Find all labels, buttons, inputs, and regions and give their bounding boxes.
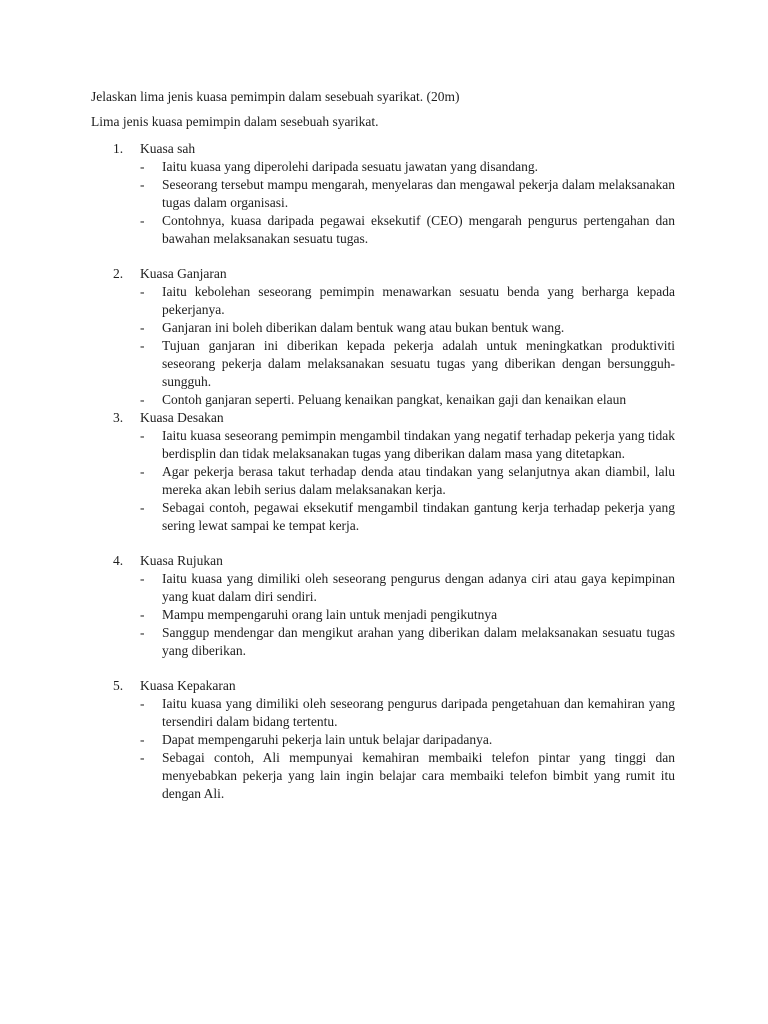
dash-marker: - (140, 732, 145, 747)
section-title: Kuasa Ganjaran (140, 266, 227, 281)
dash-marker: - (140, 338, 145, 353)
section-kuasa-kepakaran (91, 677, 675, 803)
list-item: - Iaitu kuasa yang dimiliki oleh seseorang pengurus dengan adanya ciri atau gaya kepimpinan yang kuat dalam diri sendiri. (140, 571, 675, 604)
dash-marker: - (140, 213, 145, 228)
list-item: - Sebagai contoh, Ali mempunyai kemahiran membaiki telefon pintar yang tinggi dan menyebabkan pekerja yang lain ingin belajar cara membaiki telefon bimbit yang rumit itu dengan Ali. (140, 750, 675, 801)
dash-marker: - (140, 571, 145, 586)
list-item: - Agar pekerja berasa takut terhadap denda atau tindakan yang selanjutnya akan diambil, lalu mereka akan lebih serius dalam melaksanakan kerja. (140, 464, 675, 497)
section-heading (91, 552, 675, 570)
section-title: Kuasa sah (140, 141, 196, 156)
list-item: - Sebagai contoh, pegawai eksekutif mengambil tindakan gantung kerja terhadap pekerja yang sering lewat sampai ke tempat kerja. (140, 500, 675, 533)
list-item: - Iaitu kuasa seseorang pemimpin mengambil tindakan yang negatif terhadap pekerja yang tidak berdisplin dan tidak melaksanakan tugas yang diberikan dalam masa yang ditetapkan. (140, 428, 675, 461)
list-item: - Iaitu kuasa yang diperolehi daripada sesuatu jawatan yang disandang. (140, 159, 538, 174)
section-number: 5. (113, 678, 124, 693)
list-item: - Iaitu kuasa yang dimiliki oleh seseorang pengurus daripada pengetahuan dan kemahiran yang tersendiri dalam bidang tertentu. (140, 696, 675, 729)
list-item: - Sanggup mendengar dan mengikut arahan yang diberikan dalam melaksanakan sesuatu tugas yang diberikan. (140, 625, 675, 658)
list-item: - Contohnya, kuasa daripada pegawai eksekutif (CEO) mengarah pengurus pertengahan dan bawahan melaksanakan sesuatu tugas. (140, 213, 675, 246)
dash-marker: - (140, 428, 145, 443)
section-number: 4. (113, 553, 124, 568)
section-heading (91, 409, 675, 427)
dash-marker: - (140, 284, 145, 299)
section-kuasa-desakan (91, 409, 675, 535)
section-title: Kuasa Desakan (140, 410, 224, 425)
dash-marker: - (140, 750, 145, 765)
list-item: - Dapat mempengaruhi pekerja lain untuk belajar daripadanya. (140, 732, 493, 747)
dash-marker: - (140, 177, 145, 192)
section-heading (91, 677, 675, 695)
dash-marker: - (140, 159, 145, 174)
spacer (91, 535, 675, 552)
list-item: - Seseorang tersebut mampu mengarah, menyelaras dan mengawal pekerja dalam melaksanakan tugas dalam organisasi. (140, 177, 675, 210)
section-heading (91, 140, 675, 158)
dash-marker: - (140, 500, 145, 515)
dash-marker: - (140, 392, 145, 407)
list-item: - Iaitu kebolehan seseorang pemimpin menawarkan sesuatu benda yang berharga kepada pekerjanya. (140, 284, 675, 317)
section-kuasa-rujukan (91, 552, 675, 660)
intro-text: Lima jenis kuasa pemimpin dalam sesebuah syarikat. (91, 114, 379, 129)
list-item: - Ganjaran ini boleh diberikan dalam bentuk wang atau bukan bentuk wang. (140, 320, 565, 335)
section-heading (91, 265, 675, 283)
section-number: 2. (113, 266, 124, 281)
dash-marker: - (140, 625, 145, 640)
section-number: 3. (113, 410, 124, 425)
dash-marker: - (140, 320, 145, 335)
section-number: 1. (113, 141, 124, 156)
section-kuasa-sah (91, 140, 675, 248)
dash-marker: - (140, 607, 145, 622)
dash-marker: - (140, 696, 145, 711)
section-kuasa-ganjaran (91, 265, 675, 409)
spacer (91, 660, 675, 677)
list-item: - Mampu mempengaruhi orang lain untuk menjadi pengikutnya (140, 607, 498, 622)
dash-marker: - (140, 464, 145, 479)
spacer (91, 248, 675, 265)
power-types-list (91, 140, 675, 803)
list-item: - Tujuan ganjaran ini diberikan kepada pekerja adalah untuk meningkatkan produktiviti seseorang pekerja dalam melaksanakan sesuatu tugas yang diberikan dengan bersungguh-sungguh. (140, 338, 675, 389)
section-title: Kuasa Kepakaran (140, 678, 236, 693)
section-title: Kuasa Rujukan (140, 553, 223, 568)
question-text: Jelaskan lima jenis kuasa pemimpin dalam sesebuah syarikat. (20m) (91, 89, 460, 104)
list-item: - Contoh ganjaran seperti. Peluang kenaikan pangkat, kenaikan gaji dan kenaikan elaun (140, 392, 627, 407)
